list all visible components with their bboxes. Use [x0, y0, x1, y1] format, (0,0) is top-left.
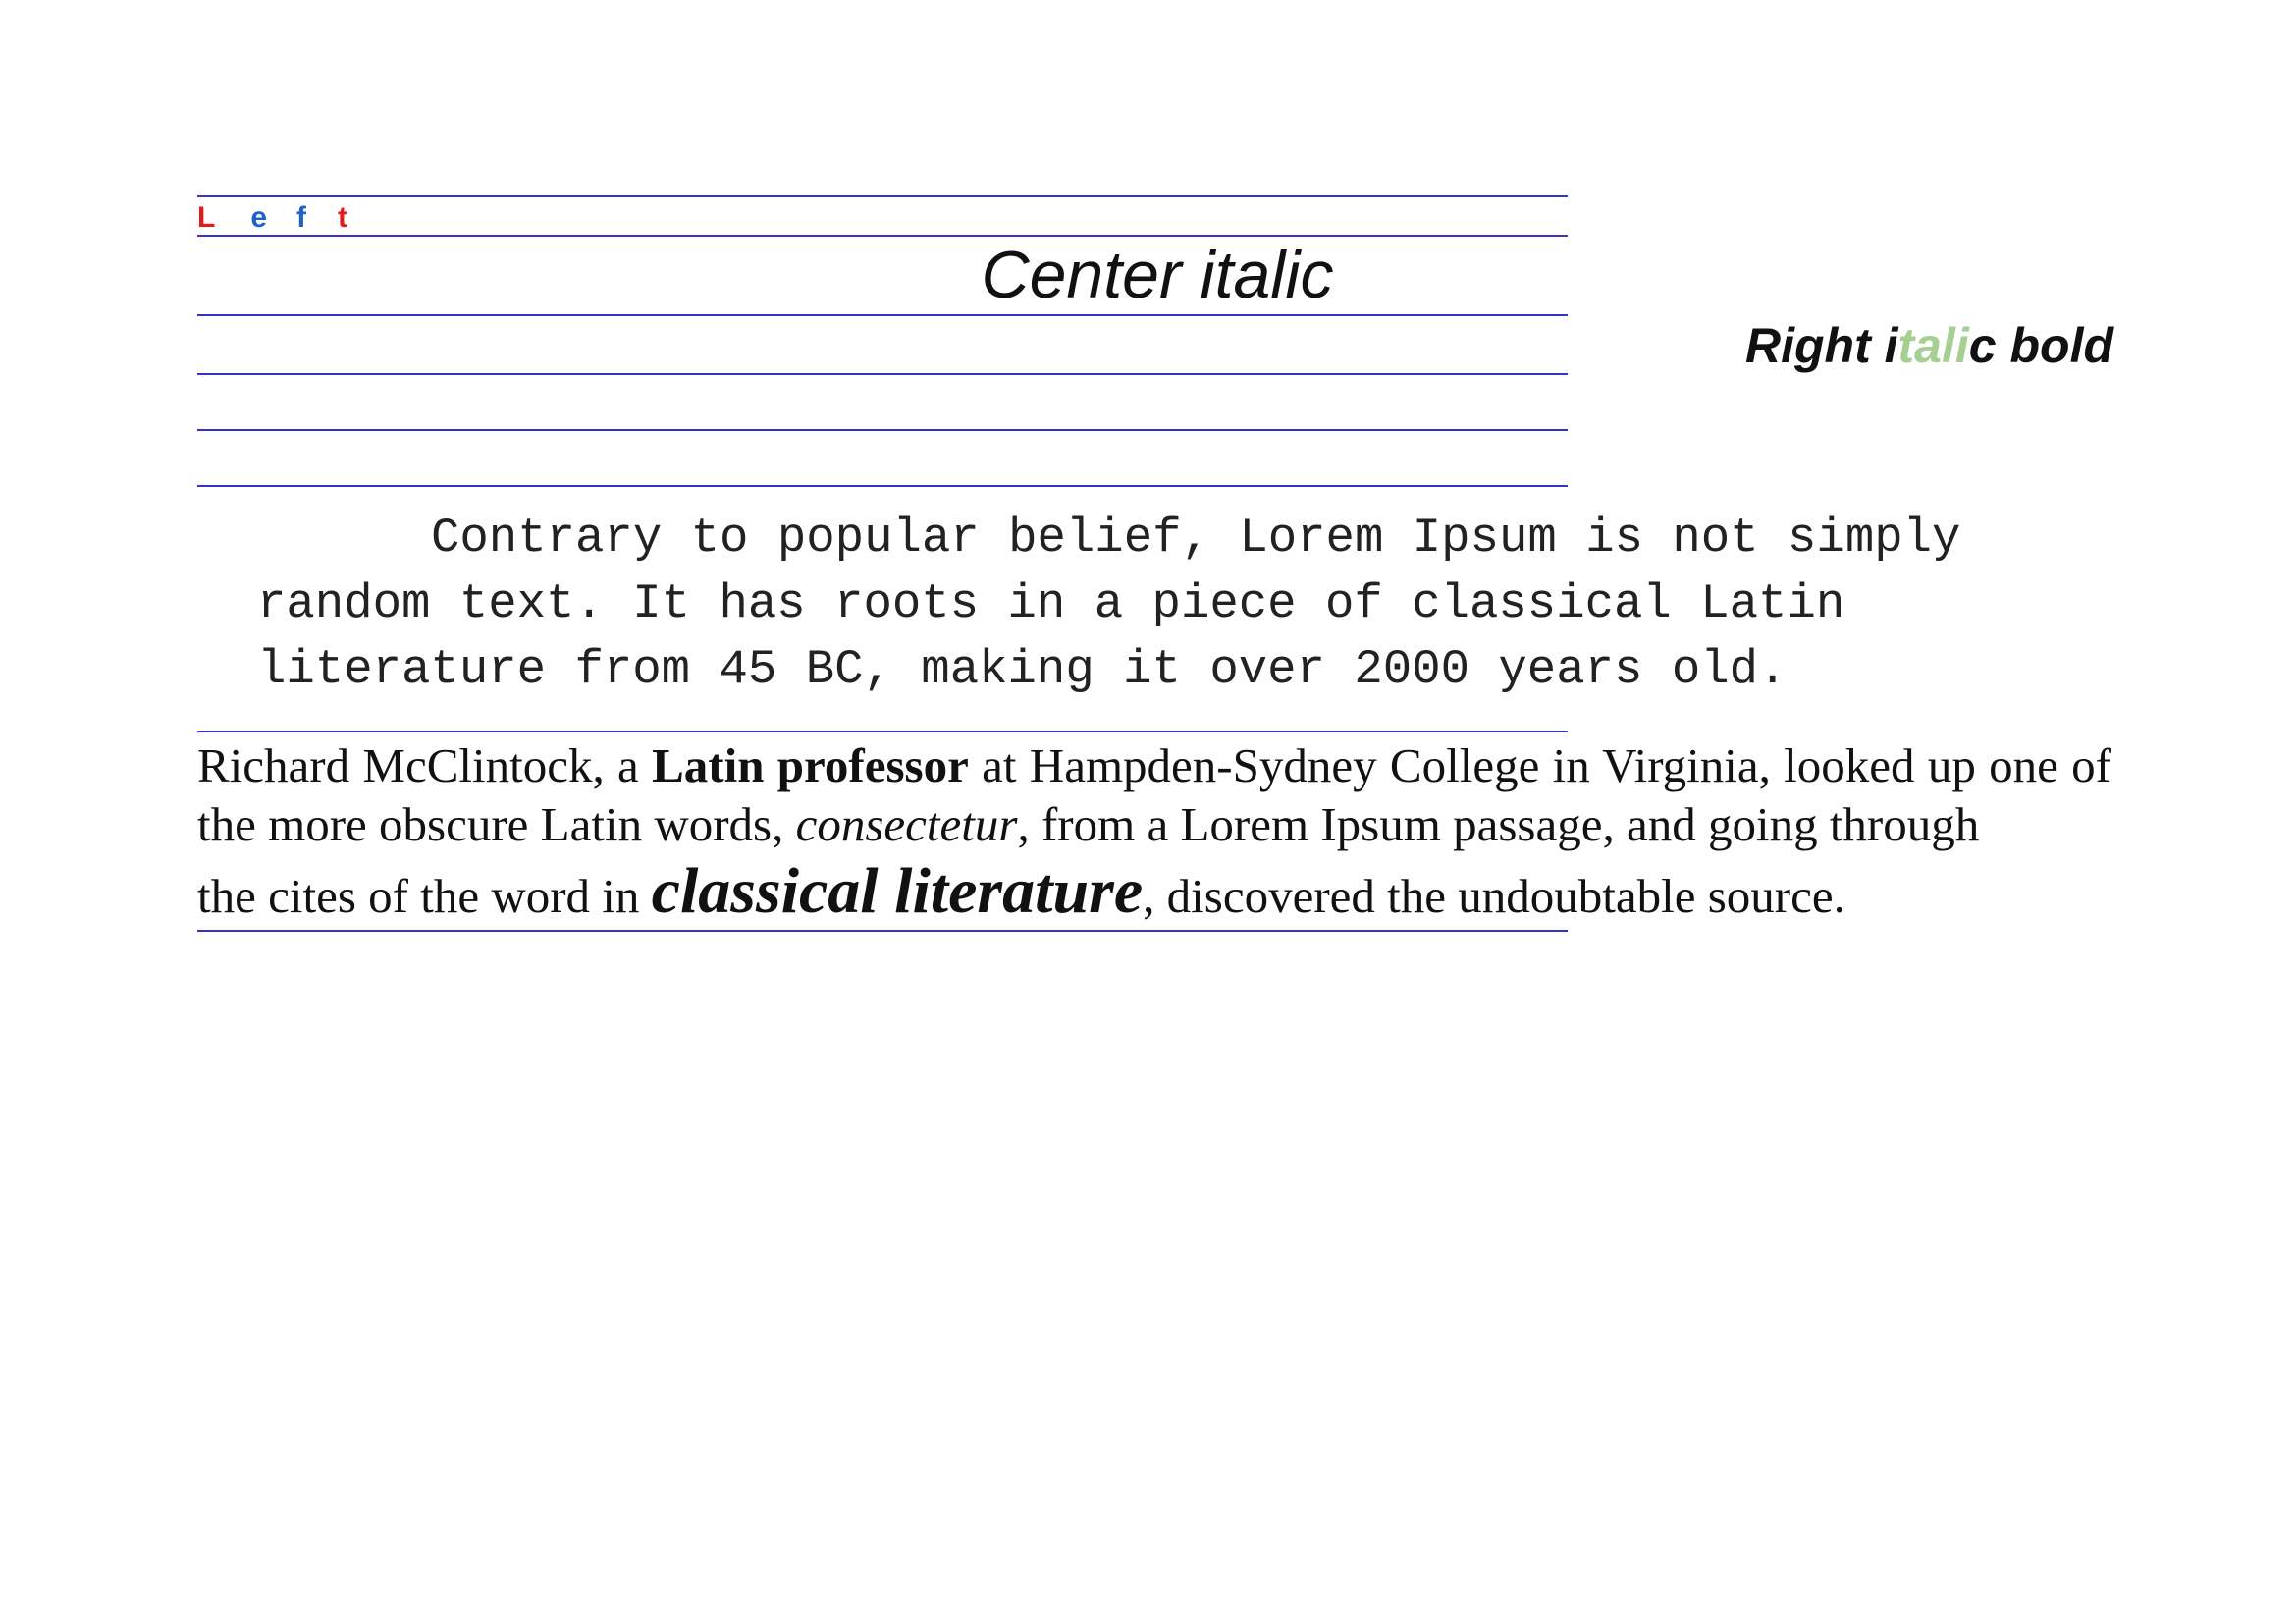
right-heading-part2: c bold: [1968, 318, 2113, 373]
left-letter-e: e: [250, 201, 268, 234]
ruled-line: [197, 373, 1568, 375]
right-heading: [1745, 316, 2113, 375]
bold-phrase: Latin professor: [652, 738, 969, 792]
italic-word: consectetur: [795, 797, 1018, 851]
serif-text-5: , discovered the undoubtable source.: [1143, 869, 1845, 923]
center-heading-text: Center italic: [981, 238, 1334, 312]
left-letter-t: t: [338, 201, 348, 234]
right-heading-highlight: tali: [1897, 318, 1969, 373]
ruled-line: [197, 429, 1568, 431]
serif-text-2: at Hampden-Sydney College in Virginia, looked up one of the more obscure Latin words,: [197, 738, 2111, 851]
right-heading-part1: Right i: [1745, 318, 1898, 373]
left-letter-f: f: [296, 201, 307, 234]
ruled-line: [197, 485, 1568, 487]
ruled-line: [197, 195, 1568, 197]
serif-text-1: Richard McClintock, a: [197, 738, 653, 792]
serif-text-3: , from a Lorem Ipsum passage, and going through: [1017, 797, 1980, 851]
ruled-line: [197, 930, 1568, 932]
serif-line-3: [197, 855, 2111, 927]
left-letter-l: L: [197, 201, 216, 234]
ruled-line: [197, 314, 1568, 316]
ruled-line: [197, 731, 1568, 732]
center-heading: [197, 236, 1568, 314]
serif-paragraph: [197, 736, 2111, 926]
mono-paragraph: Contrary to popular belief, Lorem Ipsum is not simply random text. It has roots in a piece of classical Latin literature from 45 BC, making it over 2000 years old.: [257, 511, 1961, 697]
left-heading: [197, 200, 347, 236]
serif-text-4: the cites of the word in: [197, 869, 652, 923]
big-bold-italic-phrase: classical literature: [651, 855, 1144, 927]
